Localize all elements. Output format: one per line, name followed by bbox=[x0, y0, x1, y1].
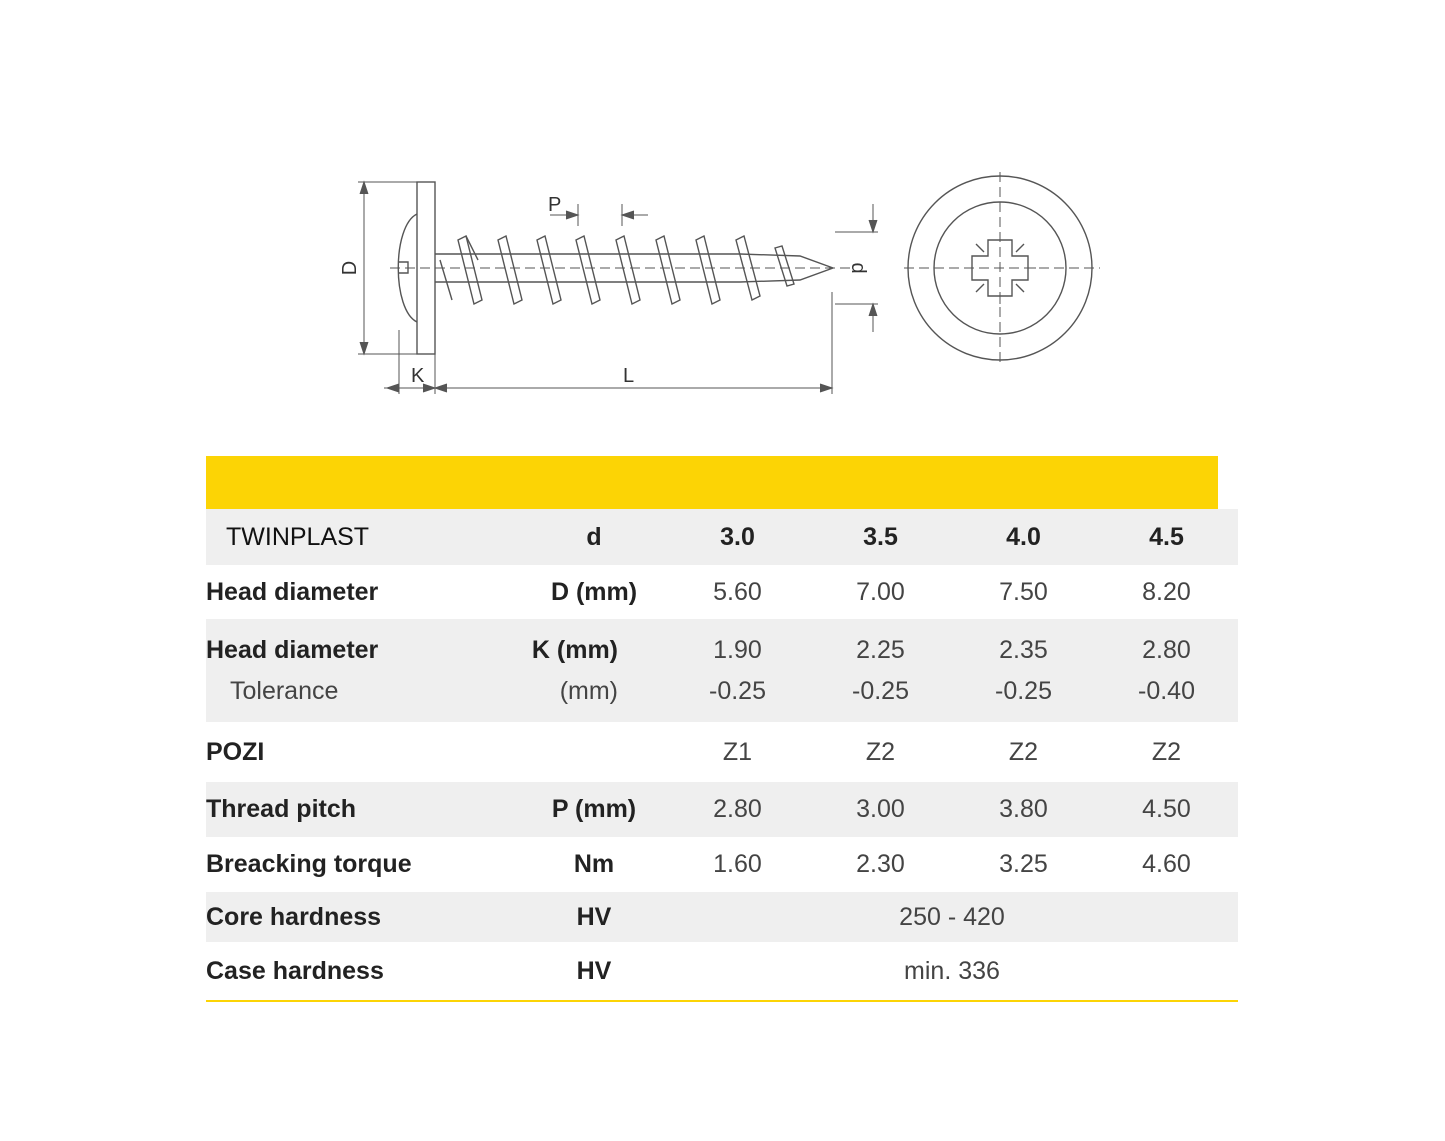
table-row bbox=[206, 722, 1238, 782]
row-value: 1.90 bbox=[713, 635, 762, 664]
row-value: Z2 bbox=[1008, 737, 1039, 766]
table-row bbox=[206, 565, 1238, 619]
spec-table bbox=[206, 509, 1238, 1002]
row-value: 3.80 bbox=[952, 782, 1095, 837]
dim-K-L bbox=[384, 292, 832, 394]
label-L: L bbox=[623, 365, 635, 387]
table-accent-bar bbox=[206, 456, 1218, 509]
header-value: 4.5 bbox=[1095, 509, 1238, 565]
table-row bbox=[206, 942, 1238, 1001]
row-label: Breacking torque bbox=[206, 850, 412, 878]
label-D: D bbox=[339, 260, 361, 276]
row-unit bbox=[522, 722, 666, 782]
row-label: Core hardness bbox=[206, 892, 522, 942]
row-span-value: 250 - 420 bbox=[666, 892, 1238, 942]
row-value: 1.60 bbox=[713, 850, 762, 878]
table-row bbox=[206, 837, 1238, 892]
row-label: Head diameter bbox=[206, 635, 379, 664]
header-unit: d bbox=[522, 509, 666, 565]
label-K: K bbox=[411, 365, 425, 387]
table-header-row bbox=[206, 509, 1238, 565]
row-label: Head diameter bbox=[206, 577, 379, 606]
row-subvalue: -0.25 bbox=[709, 676, 766, 705]
row-value: 3.00 bbox=[809, 782, 952, 837]
row-label: Thread pitch bbox=[206, 782, 522, 837]
row-value: 2.80 bbox=[666, 782, 809, 837]
row-value: 2.30 bbox=[856, 850, 905, 878]
row-unit: HV bbox=[576, 956, 612, 985]
header-value: 4.0 bbox=[952, 509, 1095, 565]
row-subvalue: -0.25 bbox=[995, 676, 1052, 705]
row-value: 2.25 bbox=[856, 635, 905, 664]
row-value: 7.00 bbox=[856, 577, 905, 606]
row-subunit: (mm) bbox=[559, 676, 618, 705]
label-P: P bbox=[548, 194, 562, 216]
table-row bbox=[206, 782, 1238, 837]
row-value: 4.50 bbox=[1095, 782, 1238, 837]
row-subvalue: -0.25 bbox=[852, 676, 909, 705]
header-value: 3.5 bbox=[809, 509, 952, 565]
row-value: Z1 bbox=[722, 737, 753, 766]
row-label: POZI bbox=[206, 737, 265, 766]
table-row bbox=[206, 892, 1238, 942]
row-value: 4.60 bbox=[1142, 850, 1191, 878]
screw-head-front-view bbox=[904, 172, 1100, 366]
row-value: 7.50 bbox=[999, 577, 1048, 606]
row-value: 2.80 bbox=[1142, 635, 1191, 664]
row-value: 3.25 bbox=[999, 850, 1048, 878]
label-d: d bbox=[847, 262, 869, 274]
dim-P bbox=[550, 204, 648, 226]
row-unit: Nm bbox=[573, 850, 615, 878]
screw-technical-drawing bbox=[0, 0, 1445, 440]
table-row bbox=[206, 619, 1238, 722]
row-sublabel: Tolerance bbox=[230, 676, 339, 705]
row-value: 5.60 bbox=[713, 577, 762, 606]
row-value: 8.20 bbox=[1142, 577, 1191, 606]
row-unit: HV bbox=[522, 892, 666, 942]
row-unit: P (mm) bbox=[522, 782, 666, 837]
screw-threads bbox=[440, 236, 794, 304]
row-label: Case hardness bbox=[206, 956, 384, 985]
header-value: 3.0 bbox=[666, 509, 809, 565]
row-value: Z2 bbox=[1151, 737, 1182, 766]
row-unit: D (mm) bbox=[550, 577, 638, 606]
row-value: 2.35 bbox=[999, 635, 1048, 664]
row-value: Z2 bbox=[865, 737, 896, 766]
row-unit: K (mm) bbox=[531, 635, 618, 664]
row-span-value: min. 336 bbox=[904, 956, 1000, 985]
row-subvalue: -0.40 bbox=[1138, 676, 1195, 705]
header-label: TWINPLAST bbox=[206, 509, 522, 565]
